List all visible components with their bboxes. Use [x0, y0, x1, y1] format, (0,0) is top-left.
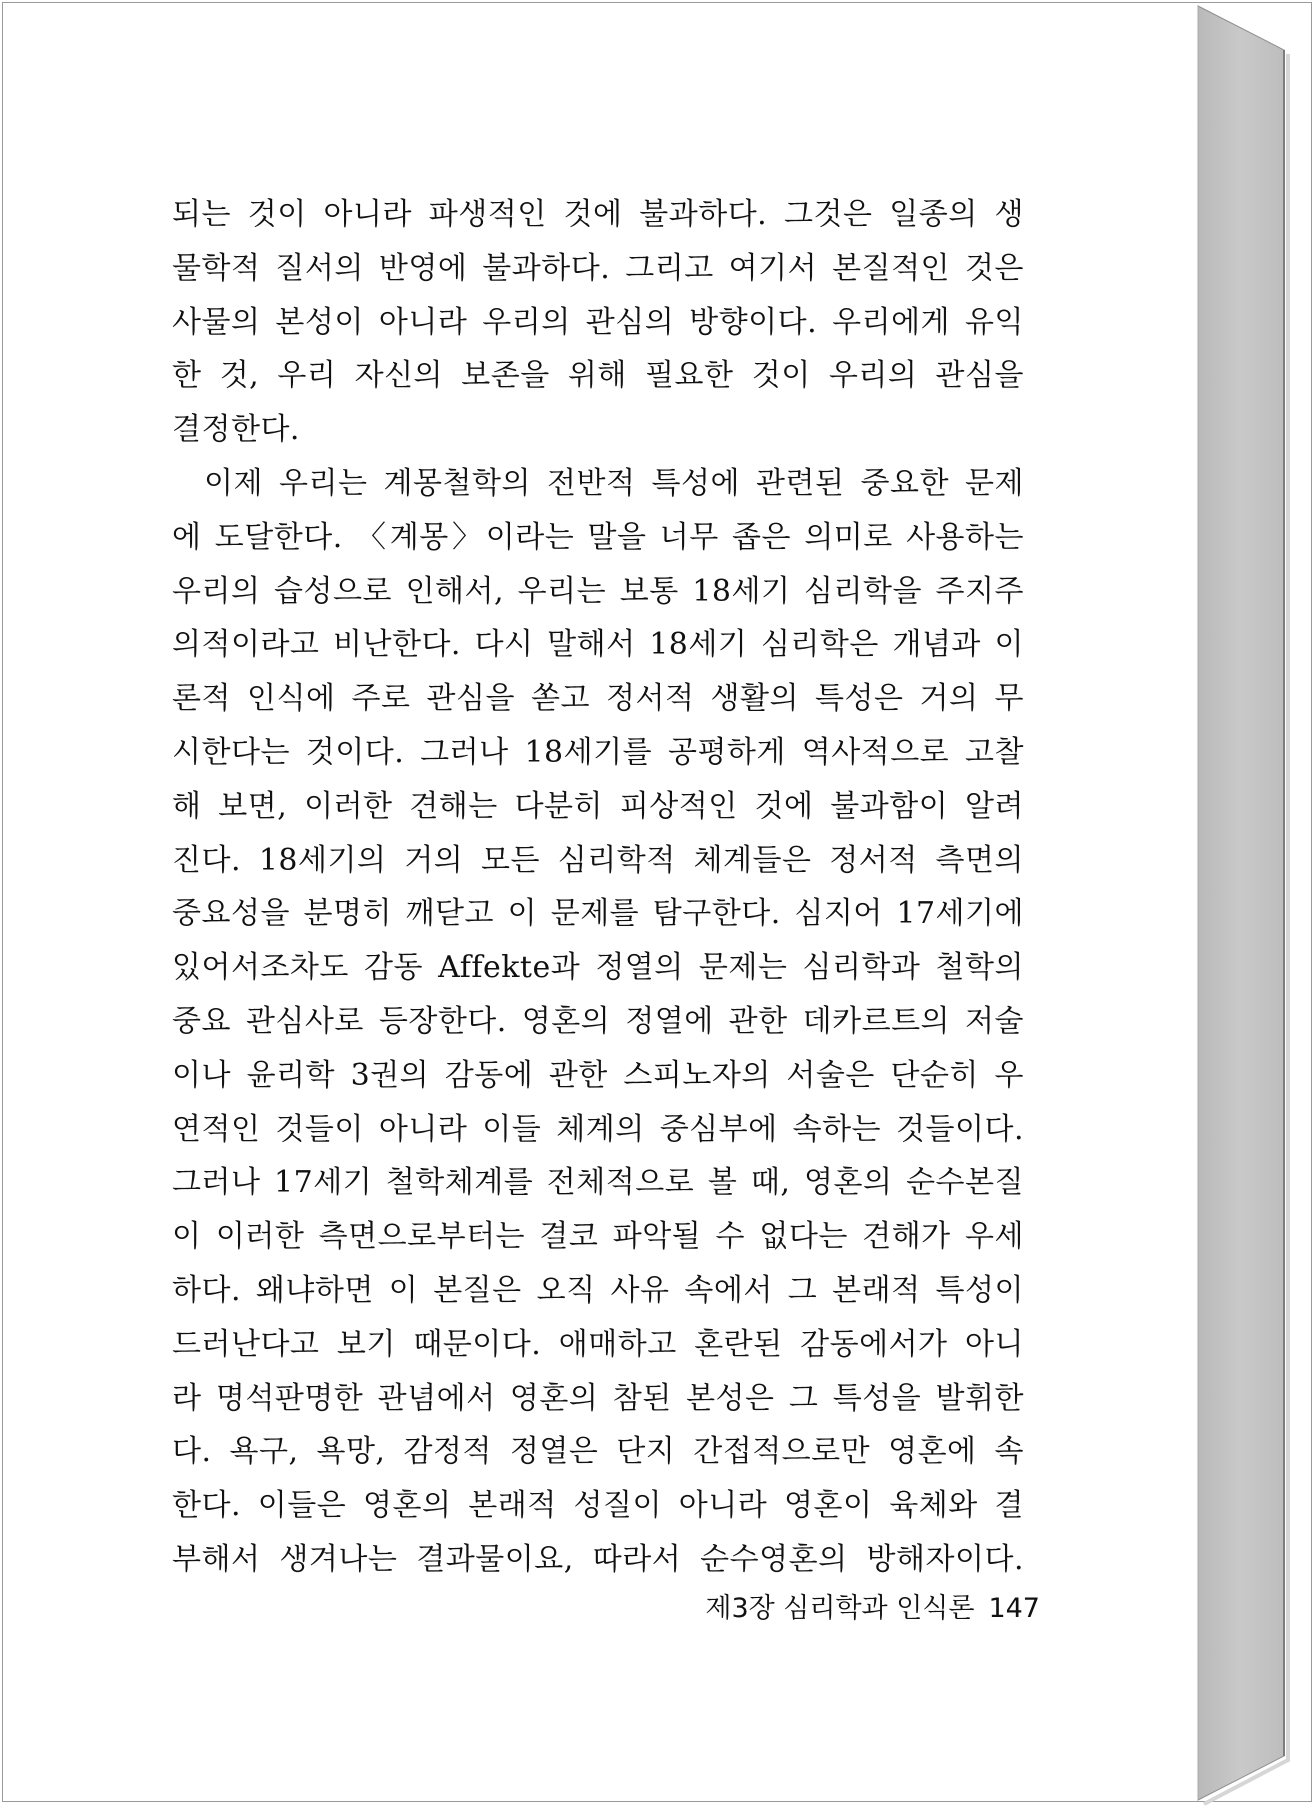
text-line: 사물의 본성이 아니라 우리의 관심의 방향이다. 우리에게 유익 [172, 304, 1024, 340]
text-line: 이 이러한 측면으로부터는 결코 파악될 수 없다는 견해가 우세 [172, 1219, 1024, 1255]
text-line: 에 도달한다. 〈계몽〉이라는 말을 너무 좁은 의미로 사용하는 [172, 519, 1024, 555]
text-line: 하다. 왜냐하면 이 본질은 오직 사유 속에서 그 본래적 특성이 [172, 1272, 1024, 1308]
text-line: 이제 우리는 계몽철학의 전반적 특성에 관련된 중요한 문제 [204, 465, 1024, 501]
text-line: 중요성을 분명히 깨닫고 이 문제를 탐구한다. 심지어 17세기에 [172, 896, 1024, 932]
text-line: 있어서조차도 감동 Affekte과 정열의 문제는 심리학과 철학의 [172, 950, 1024, 986]
text-line: 다. 욕구, 욕망, 감정적 정열은 단지 간접적으로만 영혼에 속 [172, 1434, 1024, 1470]
running-chapter-title: 제3장 심리학과 인식론 [705, 1593, 975, 1624]
text-line: 론적 인식에 주로 관심을 쏟고 정서적 생활의 특성은 거의 무 [172, 681, 1024, 717]
page-footer [640, 1586, 1040, 1626]
paragraph-1 [172, 188, 1024, 457]
text-line: 물학적 질서의 반영에 불과하다. 그리고 여기서 본질적인 것은 [172, 250, 1024, 286]
text-line: 결정한다. [172, 412, 300, 448]
text-line: 그러나 17세기 철학체계를 전체적으로 볼 때, 영혼의 순수본질 [172, 1165, 1024, 1201]
text-line: 시한다는 것이다. 그러나 18세기를 공평하게 역사적으로 고찰 [172, 734, 1024, 770]
text-line: 이나 윤리학 3권의 감동에 관한 스피노자의 서술은 단순히 우 [172, 1057, 1024, 1093]
text-line: 라 명석판명한 관념에서 영혼의 참된 본성은 그 특성을 발휘한 [172, 1380, 1024, 1416]
text-line: 진다. 18세기의 거의 모든 심리학적 체계들은 정서적 측면의 [172, 842, 1024, 878]
page-body [172, 188, 1024, 1587]
paragraph-2 [172, 457, 1024, 1587]
text-line: 중요 관심사로 등장한다. 영혼의 정열에 관한 데카르트의 저술 [172, 1003, 1024, 1039]
text-line: 되는 것이 아니라 파생적인 것에 불과하다. 그것은 일종의 생 [172, 197, 1024, 232]
text-line: 연적인 것들이 아니라 이들 체계의 중심부에 속하는 것들이다. [172, 1111, 1024, 1147]
page-number: 147 [988, 1593, 1040, 1624]
text-line: 부해서 생겨나는 결과물이요, 따라서 순수영혼의 방해자이다. [172, 1541, 1024, 1577]
text-line: 해 보면, 이러한 견해는 다분히 피상적인 것에 불과함이 알려 [172, 788, 1024, 824]
text-line: 우리의 습성으로 인해서, 우리는 보통 18세기 심리학을 주지주 [172, 573, 1024, 609]
text-line: 의적이라고 비난한다. 다시 말해서 18세기 심리학은 개념과 이 [172, 627, 1024, 663]
text-line: 한 것, 우리 자신의 보존을 위해 필요한 것이 우리의 관심을 [172, 358, 1024, 394]
text-line: 한다. 이들은 영혼의 본래적 성질이 아니라 영혼이 육체와 결 [172, 1488, 1024, 1524]
text-line: 드러난다고 보기 때문이다. 애매하고 혼란된 감동에서가 아니 [172, 1326, 1024, 1362]
